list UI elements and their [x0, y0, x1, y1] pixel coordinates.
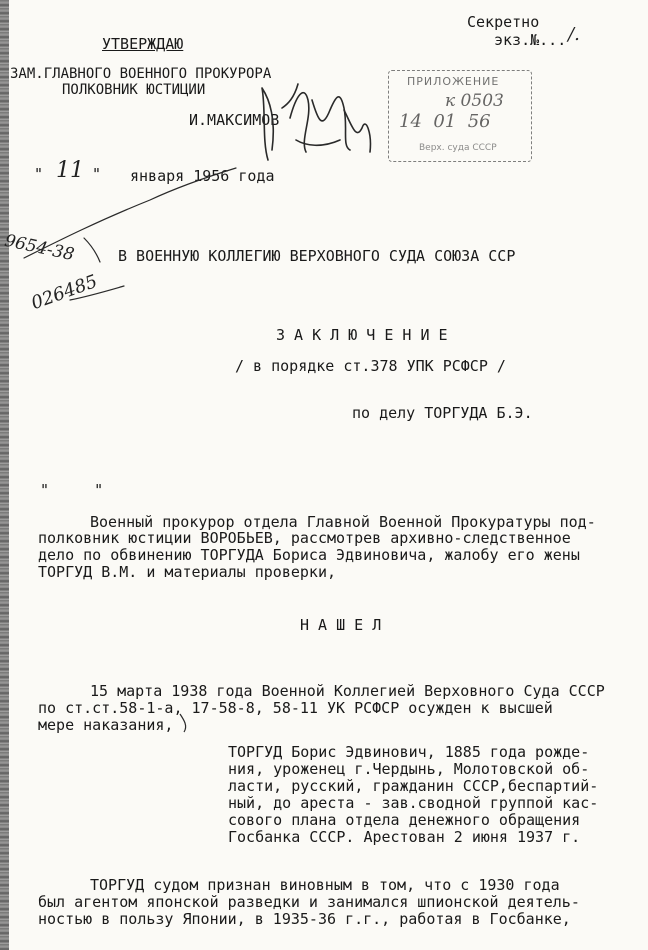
person-line-2: ния, уроженец г.Чердынь, Молотовской об- — [228, 760, 590, 778]
date-open-quote: " — [34, 165, 44, 183]
approval-title: УТВЕРЖДАЮ — [102, 35, 184, 53]
date-day-handwritten: 11 — [56, 158, 84, 183]
verdict-line-3: мере наказания, — [38, 716, 174, 734]
document-title: З А К Л Ю Ч Е Н И Е — [276, 326, 448, 344]
approver-position-line1: ЗАМ.ГЛАВНОГО ВОЕННОГО ПРОКУРОРА — [10, 66, 272, 82]
copy-number: экз.№... — [494, 31, 567, 49]
person-line-3: ласти, русский, гражданин СССР,беспартий- — [228, 777, 599, 795]
stamp-date: 14 01 56 — [399, 111, 491, 132]
conclusion-line-3: ностью в пользу Японии, в 1935-36 г.г., работая в Госбанке, — [38, 910, 571, 928]
stamp-court: Верх. суда СССР — [419, 143, 497, 153]
stamp-title: ПРИЛОЖЕНИЕ — [407, 75, 500, 88]
margin-reference-1: 9654-38 — [2, 230, 76, 266]
date-underline-strokes — [24, 165, 236, 300]
intro-line-3: дело по обвинению ТОРГУДА Бориса Эдвиновича, жалобу его жены — [38, 546, 580, 564]
approver-name: И.МАКСИМОВ — [189, 111, 280, 129]
blank-quotes: " " — [40, 481, 104, 499]
person-line-5: сового плана отдела денежного обращения — [228, 811, 581, 829]
date-month-year: января 1956 года — [130, 167, 275, 185]
procedure-reference: / в порядке ст.378 УПК РСФСР / — [235, 357, 506, 375]
case-subject: по делу ТОРГУДА Б.Э. — [352, 404, 533, 422]
person-line-4: ный, до ареста - зав.сводной группой кас- — [228, 794, 599, 812]
verdict-line-2: по ст.ст.58-1-а, 17-58-8, 58-11 УК РСФСР осужден к высшей — [38, 699, 553, 717]
secrecy-mark: Секретно — [467, 13, 540, 31]
person-line-6: Госбанка СССР. Арестован 2 июня 1937 г. — [228, 828, 581, 846]
stamp-number: к 0503 — [445, 91, 504, 111]
conclusion-line-1: ТОРГУД судом признан виновным в том, что с 1930 года — [90, 876, 560, 894]
margin-reference-2: 026485 — [28, 270, 101, 315]
intro-line-1: Военный прокурор отдела Главной Военной Прокуратуры под- — [90, 513, 596, 531]
scan-binding-edge — [0, 0, 9, 950]
person-line-1: ТОРГУД Борис Эдвинович, 1885 года рожде- — [228, 743, 590, 761]
intro-line-4: ТОРГУД В.М. и материалы проверки, — [38, 563, 337, 581]
verdict-line-1: 15 марта 1938 года Военной Коллегией Верховного Суда СССР — [90, 682, 605, 700]
date-close-quote: " — [92, 165, 102, 183]
addressee: В ВОЕННУЮ КОЛЛЕГИЮ ВЕРХОВНОГО СУДА СОЮЗА ССР — [118, 247, 516, 265]
copy-number-handwritten: /. — [568, 24, 580, 45]
registration-stamp — [388, 70, 532, 162]
intro-line-2: полковник юстиции ВОРОБЬЕВ, рассмотрев архивно-следственное — [38, 529, 571, 547]
found-heading: Н А Ш Е Л — [300, 616, 382, 634]
conclusion-line-2: был агентом японской разведки и занимался шпионской деятель- — [38, 893, 580, 911]
approver-position-line2: ПОЛКОВНИК ЮСТИЦИИ — [62, 82, 206, 98]
